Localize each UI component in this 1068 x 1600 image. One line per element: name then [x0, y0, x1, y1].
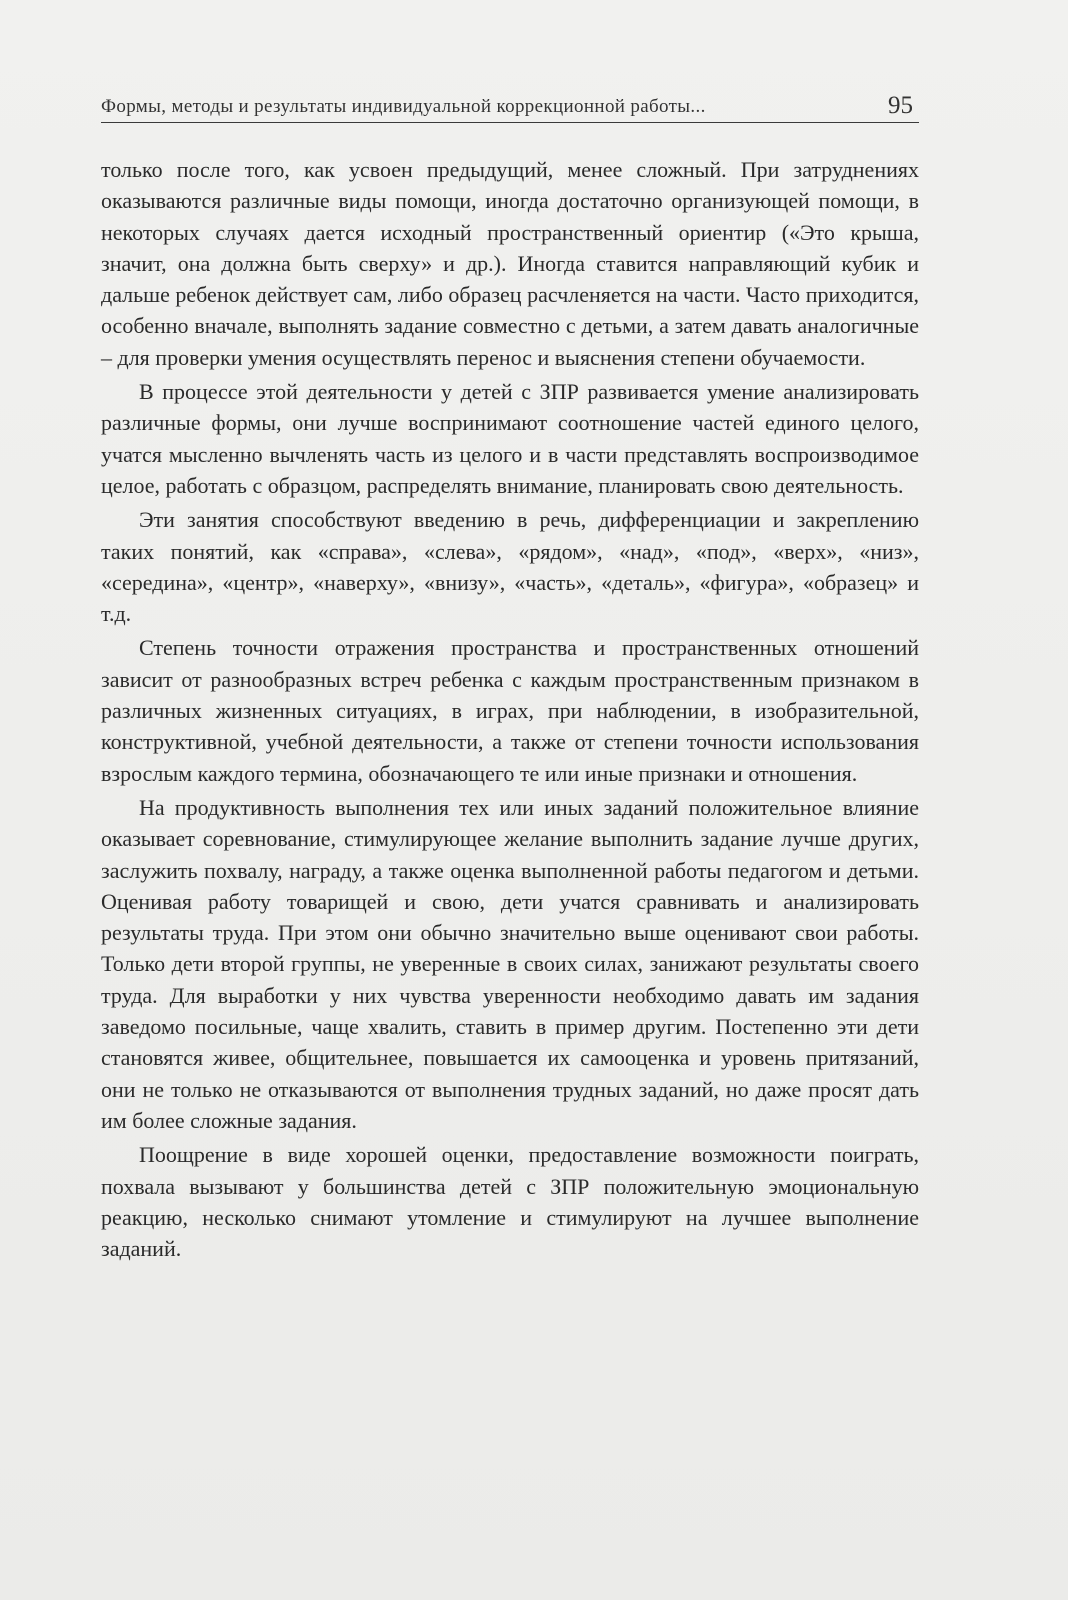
paragraph: На продуктивность выполнения тех или иных заданий положительное влияние оказывает соревнование, стимулирующее желание выполнить задание лучше других, заслужить похвалу, награду, а также оценка выполненной работы педагогом и детьми. Оценивая работу товарищей и свою, дети учатся сравнивать и анализировать результаты труда. При этом они обычно значительно выше оценивают свои работы. Только дети второй группы, не уверенные в своих силах, занижают результаты своего труда. Для выработки у них чувства уверенности необходимо давать им задания заведомо посильные, чаще хвалить, ставить в пример другим. Постепенно эти дети становятся живее, общительнее, повышается их самооценка и уровень притязаний, они не только не отказываются от выполнения трудных заданий, но даже просят дать им более сложные задания.: [101, 794, 919, 1133]
paragraph: Эти занятия способствуют введению в речь, дифференциации и закреплению таких понятий, как «справа», «слева», «рядом», «над», «под», «верх», «низ», «середина», «центр», «наверху», «внизу», «часть», «деталь», «фигура», «образец» и т.д.: [101, 507, 919, 627]
paragraph: Поощрение в виде хорошей оценки, предоставление возможности поиграть, похвала вызывают у большинства детей с ЗПР положительную эмоциональную реакцию, несколько снимают утомление и стимулируют на лучшее выполнение заданий.: [101, 1142, 919, 1262]
paragraph: В процессе этой деятельности у детей с ЗПР развивается умение анализировать различные формы, они лучше воспринимают соотношение частей единого целого, учатся мысленно вычленять часть из целого и в части представлять воспроизводимое целое, работать с образцом, распределять внимание, планировать свою деятельность.: [101, 379, 919, 498]
running-header: [101, 88, 919, 123]
paragraph-continued: только после того, как усвоен предыдущий, менее сложный. При затруднениях оказываются различные виды помощи, иногда достаточно организующей помощи, в некоторых случаях дается исходный пространственный ориентир («Это крыша, значит, она должна быть сверху» и др.). Иногда ставится направляющий кубик и дальше ребенок действует сам, либо образец расчленяется на части. Часто приходится, особенно вначале, выполнять задание совместно с детьми, а затем давать аналогичные – для проверки умения осуществлять перенос и выяснения степени обучаемости.: [101, 157, 919, 370]
page-number: 95: [888, 92, 913, 119]
paragraph: Степень точности отражения пространства и пространственных отношений зависит от разнообразных встреч ребенка с каждым пространственным признаком в различных жизненных ситуациях, в играх, при наблюдении, в изобразительной, конструктивной, учебной деятельности, а также от степени точности использования взрослым каждого термина, обозначающего те или иные признаки и отношения.: [101, 635, 919, 786]
running-header-title: Формы, методы и результаты индивидуальной коррекционной работы...: [101, 96, 706, 117]
body-text: [101, 154, 919, 1264]
